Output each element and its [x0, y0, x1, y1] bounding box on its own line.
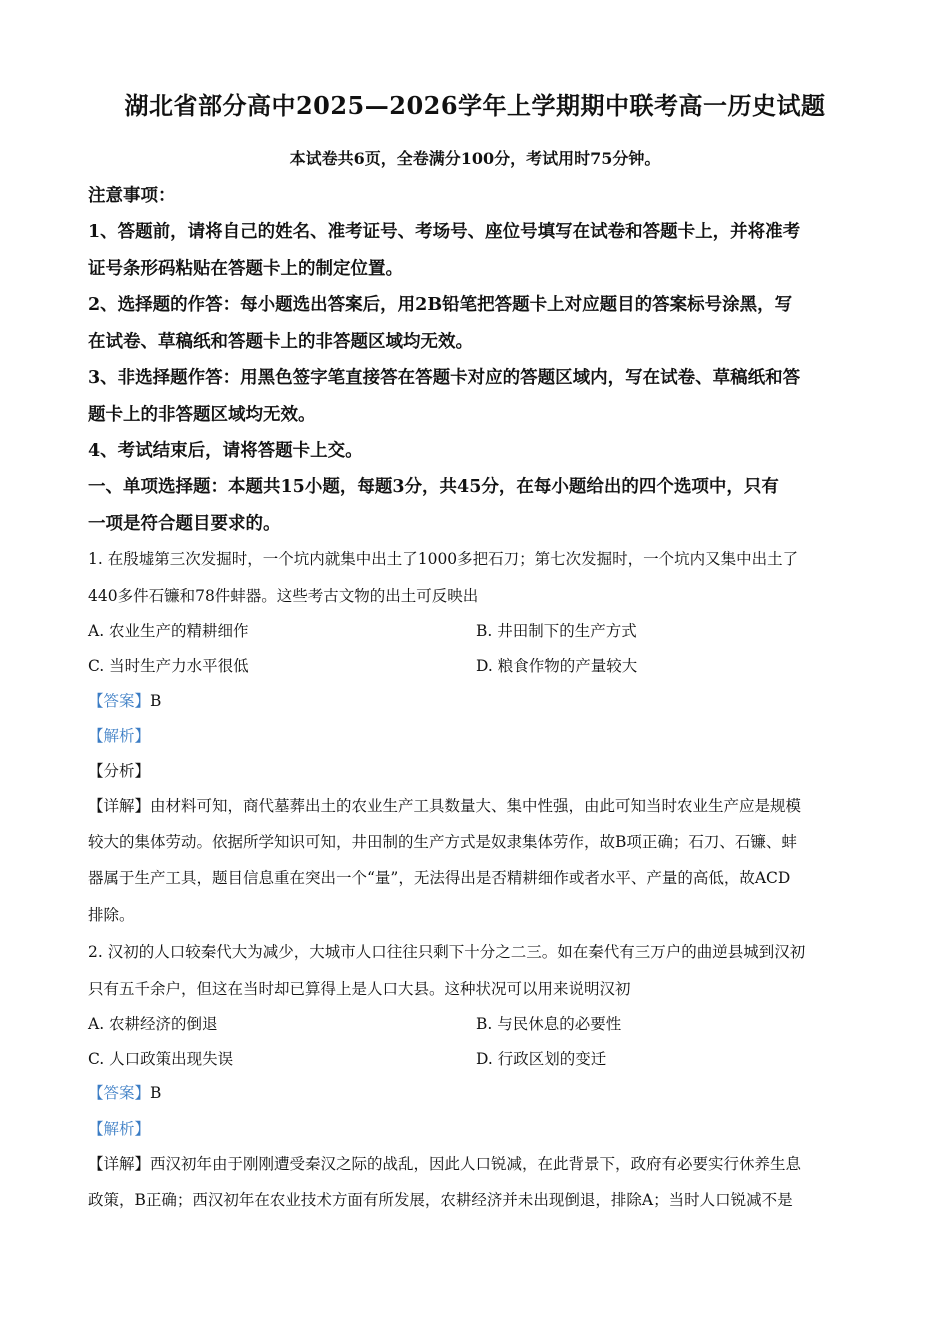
q1-option-a: A. 农业生产的精耕细作: [88, 622, 249, 640]
q1-analysis-tag: 【解析】: [88, 727, 151, 745]
answer-tag: 【答案】: [88, 1084, 151, 1102]
notice-heading: 注意事项：: [88, 186, 176, 206]
exam-subtitle: 本试卷共6页，全卷满分100分，考试用时75分钟。: [289, 149, 661, 168]
q1-detail: 器属于生产工具，题目信息重在突出一个“量”，无法得出是否精耕细作或者水平、产量的高低，故ACD: [88, 869, 791, 887]
section-heading: 一、单项选择题：本题共15小题，每题3分，共45分，在每小题给出的四个选项中，只有: [88, 477, 779, 497]
notice-line: 4、考试结束后，请将答题卡上交。: [88, 441, 363, 461]
notice-line: 2、选择题的作答：每小题选出答案后，用2B铅笔把答题卡上对应题目的答案标号涂黑，写: [88, 295, 793, 315]
notice-line: 3、非选择题作答：用黑色签字笔直接答在答题卡对应的答题区域内，写在试卷、草稿纸和答: [88, 368, 801, 388]
answer-value: B: [150, 692, 162, 710]
q2-option-b: B. 与民休息的必要性: [476, 1015, 622, 1033]
notice-line: 证号条形码粘贴在答题卡上的制定位置。: [88, 259, 403, 279]
q2-stem: 2. 汉初的人口较秦代大为减少，大城市人口往往只剩下十分之二三。如在秦代有三万户的曲逆县城到汉初: [88, 943, 806, 961]
q1-detail: 排除。: [88, 906, 135, 924]
q2-stem: 只有五千余户，但这在当时却已算得上是人口大县。这种状况可以用来说明汉初: [88, 980, 631, 998]
answer-value: B: [150, 1084, 162, 1102]
q2-detail: 政策，B正确；西汉初年在农业技术方面有所发展，农耕经济并未出现倒退，排除A；当时人口锐减不是: [88, 1191, 793, 1209]
q2-option-d: D. 行政区划的变迁: [476, 1050, 607, 1068]
q1-detail: 【详解】由材料可知，商代墓葬出土的农业生产工具数量大、集中性强，由此可知当时农业生产应是规模: [88, 797, 802, 815]
q2-option-c: C. 人口政策出现失误: [88, 1050, 234, 1068]
q1-option-b: B. 井田制下的生产方式: [476, 622, 637, 640]
notice-line: 题卡上的非答题区域均无效。: [88, 405, 316, 425]
q1-stem: 1. 在殷墟第三次发掘时，一个坑内就集中出土了1000多把石刀；第七次发掘时，一个坑内又集中出土了: [88, 550, 799, 568]
q1-answer: [88, 689, 161, 711]
answer-tag: 【答案】: [88, 692, 151, 710]
q2-detail: 【详解】西汉初年由于刚刚遭受秦汉之际的战乱，因此人口锐减，在此背景下，政府有必要实行休养生息: [88, 1155, 802, 1173]
notice-line: 1、答题前，请将自己的姓名、准考证号、考场号、座位号填写在试卷和答题卡上，并将准考: [88, 222, 801, 242]
q1-option-d: D. 粮食作物的产量较大: [476, 657, 638, 675]
q1-stem: 440多件石镰和78件蚌器。这些考古文物的出土可反映出: [88, 587, 479, 605]
section-heading: 一项是符合题目要求的。: [88, 514, 281, 534]
notice-line: 在试卷、草稿纸和答题卡上的非答题区域均无效。: [88, 332, 473, 352]
exam-title: 湖北省部分高中2025—2026学年上学期期中联考高一历史试题: [124, 91, 826, 120]
q2-answer: [88, 1081, 161, 1103]
q2-analysis-tag: 【解析】: [88, 1120, 151, 1138]
q1-fenxi: 【分析】: [88, 762, 151, 780]
q1-option-c: C. 当时生产力水平很低: [88, 657, 249, 675]
q1-detail: 较大的集体劳动。依据所学知识可知，井田制的生产方式是奴隶集体劳作，故B项正确；石刀、石镰、蚌: [88, 833, 797, 851]
q2-option-a: A. 农耕经济的倒退: [88, 1015, 218, 1033]
